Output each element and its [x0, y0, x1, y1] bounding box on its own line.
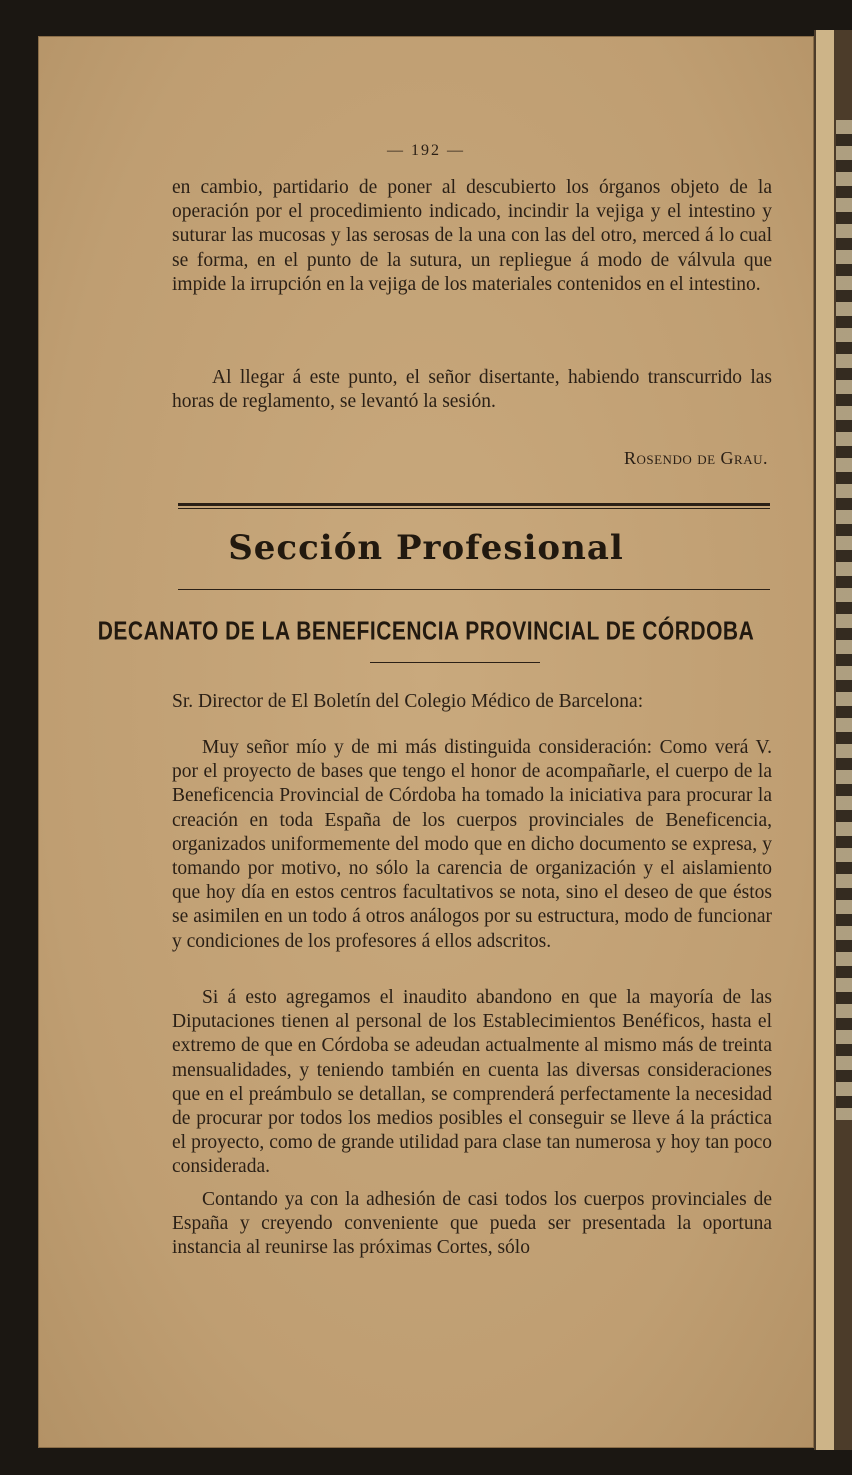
page-edge-strip — [816, 30, 834, 1450]
section-divider-bottom — [178, 589, 770, 590]
paragraph-4: Si á esto agregamos el inaudito abandono en que la mayoría de las Diputaciones tienen al personal de los Establecimientos Benéficos, hasta el extremo de que en Córdoba se adeudan actualmente al mismo más de treinta mensualidades, y teniendo también en cuenta las diversas consideraciones que en el preámbulo se detallan, se comprenderá perfectamente la necesidad de procurar por todos los medios posibles el conseguir se lleve á la práctica el proyecto, como de grande utilidad para clase tan numerosa y hoy tan poco considerada. — [172, 987, 772, 1178]
paragraph-1: en cambio, partidario de poner al descubierto los órganos objeto de la operación por el procedimiento indicado, incindir la vejiga y el intestino y suturar las mucosas y las serosas de la una con las del otro, merced á lo cual se forma, en el punto de la sutura, un repliegue á modo de válvula que impide la irrupción en la vejiga de los materiales contenidos en el intestino. — [172, 177, 772, 295]
paragraph-3: Muy señor mío y de mi más distinguida consideración: Como verá V. por el proyecto de bases que tengo el honor de acompañarle, el cuerpo de la Beneficencia Provincial de Córdoba ha tomado la iniciativa para procurar la creación en toda España de los cuerpos provinciales de Beneficencia, organizados uniformemente del modo que en dicho documento se expresa, y tomando por motivo, no sólo la carencia de organización y el aislamiento que hoy día en estos centros facultativos se nota, sino el deseo de que éstos se asimilen en un todo á otros análogos por su estructura, modo de funcionar y condiciones de los profesores á ellos adscritos. — [172, 737, 772, 952]
subsection-title: DECANATO DE LA BENEFICENCIA PROVINCIAL DE CÓRDOBA — [97, 617, 755, 646]
section-divider-thin — [178, 508, 770, 509]
paragraph-5: Contando ya con la adhesión de casi todos los cuerpos provinciales de España y creyendo conveniente que pueda ser presentada la oportuna instancia al reunirse las próximas Cortes, sólo — [172, 1189, 772, 1259]
page-number: — 192 — — [387, 142, 465, 159]
paragraph-2: Al llegar á este punto, el señor disertante, habiendo transcurrido las horas de reglamento, se levantó la sesión. — [172, 367, 772, 413]
signature: Rosendo de Grau. — [623, 448, 768, 468]
section-title: Sección Profesional — [228, 528, 624, 568]
section-divider-thick — [178, 503, 770, 506]
letter-address: Sr. Director de El Boletín del Colegio Médico de Barcelona: — [172, 691, 644, 712]
subsection-underline — [370, 662, 540, 663]
